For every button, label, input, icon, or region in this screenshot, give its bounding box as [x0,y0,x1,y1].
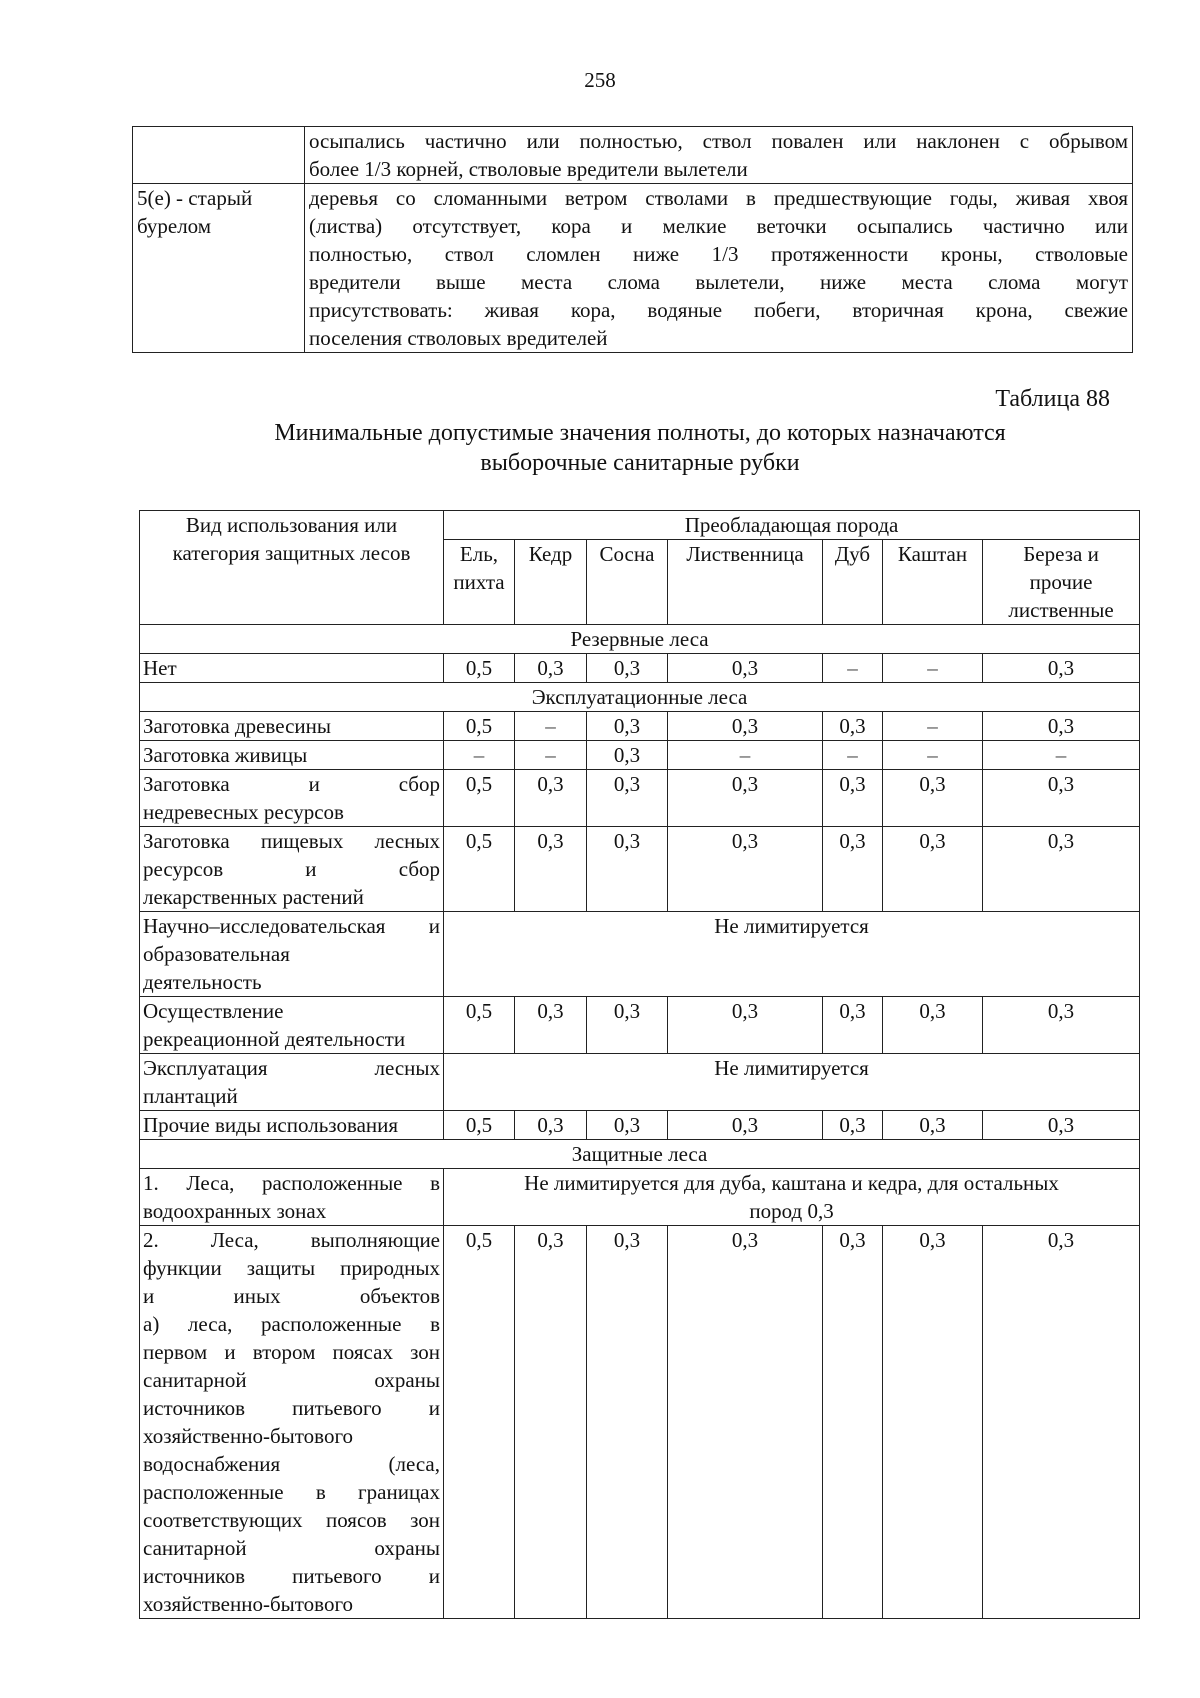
text-line: Эксплуатация лесных [143,1056,440,1080]
table-row [140,712,1140,741]
text-line: недревесных ресурсов [143,800,344,824]
caption-line: Минимальные допустимые значения полноты, до которых назначаются [274,420,1006,446]
value-cell: 0,3 [515,1226,587,1619]
table-row [140,654,1140,683]
value-cell: 0,3 [668,712,823,741]
text-line: хозяйственно-бытового [143,1592,354,1616]
text-line: образовательная [143,942,290,966]
text-line: категория защитных лесов [172,541,411,565]
value-cell: – [823,741,883,770]
value-cell: 0,3 [668,997,823,1054]
value-cell: 0,3 [823,827,883,912]
value-cell: 0,5 [444,712,515,741]
text-line: санитарной охраны [143,1368,440,1392]
section-row [140,683,1140,712]
text-line: функции защиты природных [143,1256,440,1280]
text-line: хозяйственно-бытового [143,1424,354,1448]
value-cell: 0,3 [515,827,587,912]
table-row [140,1169,1140,1226]
value-cell: 0,3 [587,770,668,827]
text-line: Береза и [1023,542,1099,566]
text-line: поселения стволовых вредителей [309,326,608,350]
column-header [587,540,668,625]
value-cell: – [668,741,823,770]
text-line: деятельность [143,970,262,994]
merged-value-cell: Не лимитируется [444,1054,1140,1111]
text-line: Заготовка древесины [143,714,331,738]
column-header [823,540,883,625]
description-cell [305,127,1133,184]
value-cell: 0,3 [668,827,823,912]
table-row [133,184,1133,353]
text-line: водоохранных зонах [143,1199,327,1223]
table-row [140,1111,1140,1140]
row-label [140,1111,444,1140]
text-line: источников питьевого и [143,1564,440,1588]
text-line: Лиственница [686,542,804,566]
row-label [140,712,444,741]
value-cell: 0,3 [587,827,668,912]
value-cell: – [883,741,983,770]
value-cell: 0,3 [983,770,1140,827]
text-line: Прочие виды использования [143,1113,399,1137]
value-cell: 0,3 [587,741,668,770]
value-cell: 0,3 [515,1111,587,1140]
text-line: присутствовать: живая кора, водяные побеги, вторичная крона, свежие [309,298,1128,322]
value-cell: 0,3 [983,1111,1140,1140]
row-label [140,1054,444,1111]
value-cell: 0,3 [668,770,823,827]
value-cell: 0,5 [444,997,515,1054]
value-cell: 0,3 [983,712,1140,741]
value-cell: – [983,741,1140,770]
text-line: Дуб [834,542,871,566]
value-cell: 0,3 [587,712,668,741]
row-label [140,827,444,912]
merged-value-cell: Не лимитируется [444,912,1140,997]
row-label [140,1169,444,1226]
value-cell: – [515,741,587,770]
text-line: Сосна [599,542,655,566]
text-line: лекарственных растений [143,885,364,909]
column-header [515,540,587,625]
value-cell: 0,5 [444,770,515,827]
value-cell: 0,3 [515,770,587,827]
value-cell: – [883,712,983,741]
row-label [140,741,444,770]
value-cell: 0,3 [823,712,883,741]
column-header [668,540,823,625]
table-row [140,741,1140,770]
text-line: а) леса, расположенные в [143,1312,440,1336]
text-line: Осуществление [143,999,284,1023]
section-title: Резервные леса [140,625,1140,654]
section-row [140,1140,1140,1169]
text-line: Заготовка живицы [143,743,308,767]
text-line: Вид использования или [185,513,398,537]
merged-value-cell [444,1169,1140,1226]
text-line: расположенные в границах [143,1480,440,1504]
value-cell: 0,3 [883,827,983,912]
value-cell: 0,3 [883,1226,983,1619]
text-line: деревья со сломанными ветром стволами в предшествующие годы, живая хвоя [309,186,1128,210]
text-line: пихта [453,570,505,594]
text-line: пород 0,3 [749,1199,834,1223]
value-cell: 0,3 [515,997,587,1054]
table-row [140,1226,1140,1619]
text-line: лиственные [1008,598,1114,622]
table-row [140,827,1140,912]
category-cell [133,127,305,184]
header-group: Преобладающая порода [444,511,1140,540]
value-cell: 0,3 [823,997,883,1054]
text-line: первом и втором поясах зон [143,1340,440,1364]
section-title: Защитные леса [140,1140,1140,1169]
value-cell: 0,3 [823,1111,883,1140]
text-line: Нет [143,656,177,680]
page-number: 258 [584,68,616,92]
text-line: бурелом [137,214,212,238]
value-cell: 0,3 [587,654,668,683]
text-line: Заготовка пищевых лесных [143,829,440,853]
text-line: рекреационной деятельности [143,1027,406,1051]
table-row [140,1054,1140,1111]
value-cell: 0,3 [668,1111,823,1140]
value-cell: 0,3 [983,997,1140,1054]
value-cell: – [823,654,883,683]
value-cell: 0,3 [668,654,823,683]
text-line: Заготовка и сбор [143,772,440,796]
value-cell: 0,3 [515,654,587,683]
table-caption [200,418,1080,478]
value-cell: 0,3 [883,770,983,827]
text-line: ресурсов и сбор [143,857,440,881]
category-cell [133,184,305,353]
header-row [140,511,1140,540]
column-header [983,540,1140,625]
text-line: и иных объектов [143,1284,440,1308]
value-cell: 0,3 [587,997,668,1054]
value-cell: 0,3 [983,1226,1140,1619]
value-cell: 0,3 [587,1226,668,1619]
column-header [883,540,983,625]
text-line: 1. Леса, расположенные в [143,1171,440,1195]
value-cell: 0,5 [444,1111,515,1140]
caption-line: выборочные санитарные рубки [480,450,800,476]
header-first-column [140,511,444,625]
column-header [444,540,515,625]
continued-table [132,126,1133,353]
value-cell: – [883,654,983,683]
description-cell [305,184,1133,353]
text-line: 5(е) - старый [137,186,253,210]
text-line: Каштан [897,542,968,566]
value-cell: – [444,741,515,770]
text-line: вредители выше места слома вылетели, ниже места слома могут [309,270,1128,294]
text-line: прочие [1029,570,1093,594]
value-cell: – [515,712,587,741]
text-line: более 1/3 корней, стволовые вредители вылетели [309,157,748,181]
row-label [140,770,444,827]
table-row [140,997,1140,1054]
text-line: (листва) отсутствует, кора и мелкие веточки осыпались частично или [309,214,1128,238]
value-cell: 0,3 [883,1111,983,1140]
text-line: соответствующих поясов зон [143,1508,440,1532]
value-cell: 0,3 [668,1226,823,1619]
text-line: водоснабжения (леса, [143,1452,440,1476]
row-label [140,997,444,1054]
value-cell: 0,3 [587,1111,668,1140]
table-row [140,912,1140,997]
text-line: Научно–исследовательская и [143,914,440,938]
value-cell: 0,3 [983,827,1140,912]
table-row [133,127,1133,184]
section-row [140,625,1140,654]
value-cell: 0,3 [883,997,983,1054]
table-number: Таблица 88 [995,386,1110,412]
text-line: санитарной охраны [143,1536,440,1560]
value-cell: 0,5 [444,654,515,683]
row-label [140,912,444,997]
text-line: Ель, [459,542,499,566]
text-line: осыпались частично или полностью, ствол повален или наклонен с обрывом [309,129,1128,153]
value-cell: 0,5 [444,827,515,912]
value-cell: 0,5 [444,1226,515,1619]
text-line: полностью, ствол сломлен ниже 1/3 протяженности кроны, стволовые [309,242,1128,266]
table-row [140,770,1140,827]
row-label [140,1226,444,1619]
text-line: Кедр [528,542,573,566]
text-line: плантаций [143,1084,238,1108]
text-line: 2. Леса, выполняющие [143,1228,440,1252]
density-table [139,510,1140,1619]
value-cell: 0,3 [823,1226,883,1619]
section-title: Эксплуатационные леса [140,683,1140,712]
text-line: источников питьевого и [143,1396,440,1420]
value-cell: 0,3 [823,770,883,827]
row-label [140,654,444,683]
value-cell: 0,3 [983,654,1140,683]
text-line: Не лимитируется для дуба, каштана и кедра, для остальных [524,1171,1059,1195]
